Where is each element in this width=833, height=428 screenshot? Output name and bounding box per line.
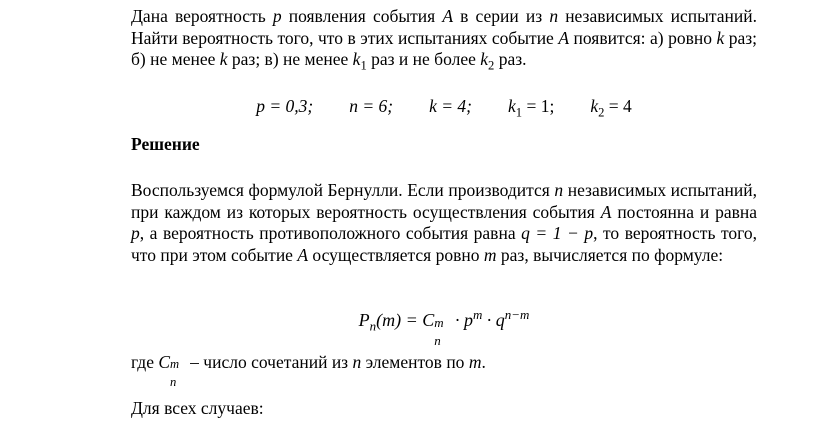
text: раз и не более — [371, 49, 476, 69]
var-n: n — [352, 352, 362, 372]
solution-heading: Решение — [131, 134, 200, 154]
var-m: m — [468, 352, 482, 372]
var-k1: k — [352, 49, 361, 69]
superscript: m — [170, 357, 180, 372]
text: – число сочетаний из — [185, 352, 349, 372]
var-n: n — [554, 180, 564, 200]
subscript: n — [434, 333, 441, 349]
text: , то вероятность того, что при этом событие — [131, 223, 757, 265]
given-k1 — [508, 96, 555, 120]
subscript: 1 — [360, 58, 367, 73]
text: , а вероятность противоположного события равна — [139, 223, 516, 243]
given-k2 — [590, 96, 632, 120]
var-k1: k — [508, 96, 516, 116]
var-k2: k — [590, 96, 599, 116]
var-a: A — [558, 27, 570, 48]
solution-text — [131, 180, 757, 266]
subscript: 2 — [598, 105, 605, 120]
symbol-p: P — [358, 310, 370, 330]
superscript: m — [472, 306, 483, 322]
var-q: q = 1 − p — [521, 223, 594, 243]
all-cases-label: Для всех случаев: — [131, 398, 264, 418]
var-a: A — [600, 201, 612, 222]
text: Воспользуемся формулой Бернулли. Если производится — [131, 180, 550, 200]
superscript: m — [434, 314, 444, 330]
given-k: k = 4; — [429, 96, 473, 116]
var-n: n — [549, 6, 559, 26]
text: раз; в) не менее — [231, 49, 349, 69]
var-k: k — [219, 49, 228, 69]
bernoulli-formula — [131, 306, 757, 349]
text: осуществляется ровно — [312, 244, 480, 265]
subscript: n — [170, 374, 177, 389]
formula-part: (m) = — [376, 310, 423, 330]
subscript: n — [369, 318, 377, 334]
given-n: n = 6; — [349, 96, 394, 116]
text: элементов по — [365, 352, 465, 372]
text: . — [481, 352, 486, 372]
text: где — [131, 352, 154, 372]
var-k: k — [716, 27, 725, 48]
var-a: A — [297, 244, 309, 265]
formula-part: · p — [450, 310, 473, 330]
where-note — [131, 352, 486, 389]
text: появится: а) ровно — [573, 27, 712, 48]
text: независимых испытаний, при каждом из которых вероятность осуществления события — [131, 180, 757, 222]
var-p: p — [272, 6, 282, 26]
formula-part: · q — [482, 310, 505, 330]
text: в серии из — [460, 6, 543, 26]
given-values — [131, 96, 757, 120]
text: раз. — [498, 49, 527, 69]
var-k2: k — [480, 49, 489, 69]
subscript: 1 — [515, 105, 523, 120]
text: раз; б) не менее — [131, 27, 757, 69]
var-p: p — [131, 223, 140, 243]
subscript: 2 — [488, 58, 495, 73]
text: Дана вероятность — [131, 6, 266, 26]
var-a: A — [442, 6, 454, 26]
value: = 1; — [522, 96, 555, 116]
problem-statement — [131, 6, 757, 71]
text: появления события — [288, 6, 436, 26]
symbol-c: C — [158, 352, 171, 372]
given-p: p = 0,3; — [256, 96, 314, 116]
text: независимых испытаний. Найти вероятность того, что в этих испытаниях событие — [131, 6, 758, 48]
symbol-c: C — [422, 310, 435, 330]
value: = 4 — [604, 96, 632, 116]
text: раз, вычисляется по формуле: — [500, 244, 724, 265]
text: постоянна и равна — [617, 201, 758, 222]
superscript: n−m — [504, 306, 530, 322]
var-m: m — [483, 244, 497, 265]
